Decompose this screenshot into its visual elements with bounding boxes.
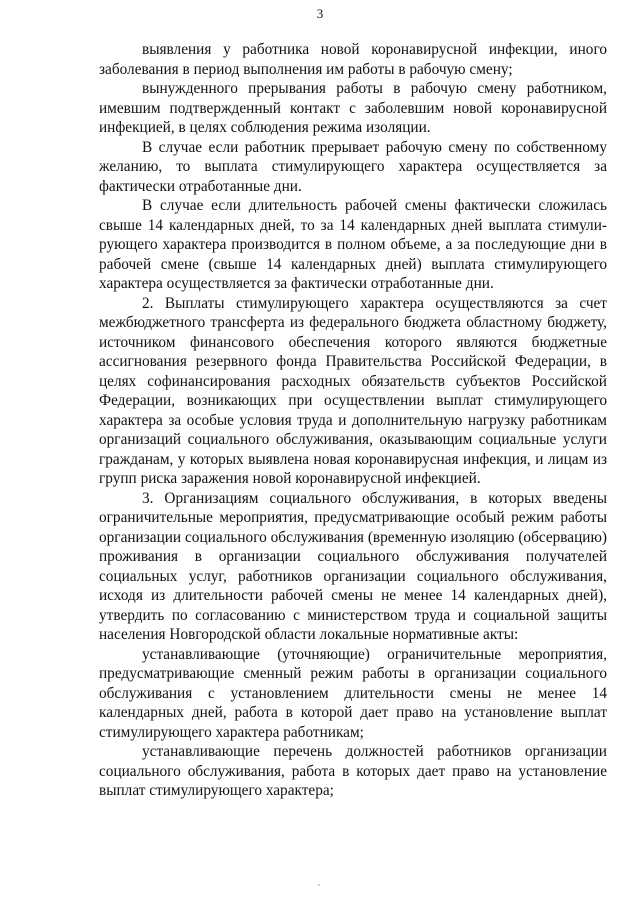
page-number: 3 bbox=[316, 6, 324, 21]
paragraph-6: 3. Организациям социального обслуживания, в которых введены ограничительные мероприятия, предусматривающие особый режим работы организации социального обслуживания (временную изоляцию (обсервацию) проживания в организации социального обслуживания получателей социальных услуг, работников организации социального обслуживания, исходя из длительности рабочей смены не менее 14 календарных дней), утвердить по согласованию с министерством труда и социальной защиты населения Новгородской области локальные нормативные акты: bbox=[99, 489, 607, 643]
paragraph-3: В случае если работник прерывает рабочую смену по собственному желанию, то выплата стимулирующего характера осуществляется за фактически отработанные дни. bbox=[99, 138, 607, 195]
document-body bbox=[99, 40, 607, 801]
paragraph-7: устанавливающие (уточняющие) ограничительные мероприятия, предусматривающие сменный режим работы в организации социального обслуживания с установлением длительности смены не менее 14 календарных дней, работа в которой дает право на установление выплат стимулирующего характера работникам; bbox=[99, 645, 607, 741]
paragraph-4: В случае если длительность рабочей смены фактически сложилась свыше 14 календарных дней, то за 14 календарных дней выплата стимулирующего характера производится в полном объеме, а за последующие дни в рабочей смене (свыше 14 календарных дней) выплата стимулирующего характера осуществляется за фактически отработанные дни. bbox=[99, 197, 607, 292]
paragraph-5: 2. Выплаты стимулирующего характера осуществляются за счет межбюджетного трансферта из федерального бюджета областному бюджету, источником финансового обеспечения которого являются бюджетные ассигнования резервного фонда Правительства Российской Федерации, в целях софинансирования расходных обязательств субъектов Российской Федерации, возникающих при осуществлении выплат стимулирующего характера за особые условия труда и дополнительную нагрузку работникам организаций социального обслуживания, оказывающим социальные услуги гражданам, у которых выявлена новая коронавирусная инфекция, и лицам из групп риска заражения новой коронавирусной инфекцией. bbox=[99, 294, 607, 487]
scan-speck bbox=[318, 884, 320, 886]
paragraph-2: вынужденного прерывания работы в рабочую смену работником, имевшим подтвержденный контакт с заболевшим новой коронавирусной инфекцией, в целях соблюдения режима изоляции. bbox=[99, 80, 607, 136]
paragraph-1: выявления у работника новой коронавирусной инфекции, иного заболевания в период выполнения им работы в рабочую смену; bbox=[99, 41, 607, 78]
paragraph-8: устанавливающие перечень должностей работников организации социального обслуживания, работа в которых дает право на установление выплат стимулирующего характера; bbox=[99, 743, 607, 799]
